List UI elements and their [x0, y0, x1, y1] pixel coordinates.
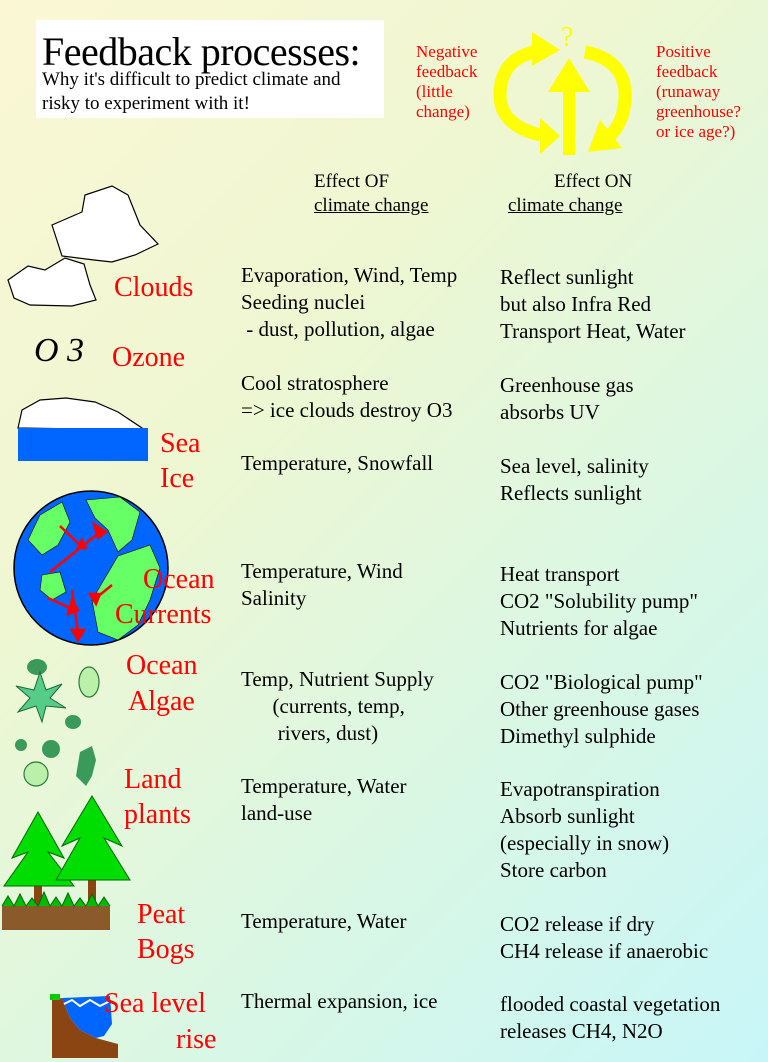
- text-line: => ice clouds destroy O3: [241, 398, 453, 422]
- text-line: Greenhouse gas: [500, 373, 634, 397]
- text-line: flooded coastal vegetation: [500, 992, 721, 1016]
- label-line: Ice: [160, 463, 195, 494]
- page-title: Feedback processes:: [42, 29, 361, 74]
- label-line: rise: [176, 1024, 217, 1055]
- text-line: Cool stratosphere: [241, 371, 389, 395]
- subtitle-line: Why it's difficult to predict climate and: [42, 69, 341, 90]
- text-line: Temperature, Wind: [241, 559, 403, 583]
- header-line: climate change: [508, 195, 623, 216]
- text-line: - dust, pollution, algae: [241, 317, 435, 341]
- text-line: but also Infra Red: [500, 292, 652, 316]
- label-line: Currents: [115, 599, 212, 630]
- label-line: Ozone: [112, 342, 186, 373]
- label-line: plants: [124, 799, 191, 830]
- text-line: CH4 release if anaerobic: [500, 939, 709, 963]
- text-line: Salinity: [241, 586, 307, 610]
- positive-line: (runaway: [656, 82, 721, 101]
- header-line: Effect OF: [314, 171, 390, 192]
- text-line: Transport Heat, Water: [500, 319, 686, 343]
- text-line: CO2 "Biological pump": [500, 670, 703, 694]
- label-line: Clouds: [114, 272, 194, 303]
- row-label-sea-level-rise-2: [176, 1022, 216, 1057]
- positive-line: greenhouse?: [656, 102, 741, 121]
- header-line: climate change: [314, 195, 429, 216]
- text-line: absorbs UV: [500, 400, 600, 424]
- text-line: Store carbon: [500, 858, 607, 882]
- text-line: Nutrients for algae: [500, 616, 658, 640]
- text-line: Temperature, Snowfall: [241, 451, 434, 475]
- text-line: Evaporation, Wind, Temp: [241, 263, 458, 287]
- sea-level-effect-on: [500, 991, 720, 1045]
- text-line: Heat transport: [500, 562, 620, 586]
- text-line: Other greenhouse gases: [500, 697, 700, 721]
- positive-line: or ice age?): [656, 122, 736, 141]
- label-line: Algae: [128, 686, 195, 717]
- text-line: (currents, temp,: [241, 694, 405, 718]
- question-mark: ?: [561, 22, 574, 53]
- label-line: Ocean: [126, 650, 198, 681]
- text-line: Temperature, Water: [241, 909, 407, 933]
- label-line: Peat: [137, 899, 186, 930]
- text-line: Sea level, salinity: [500, 454, 649, 478]
- text-line: Reflects sunlight: [500, 481, 642, 505]
- negative-line: Negative: [416, 42, 478, 61]
- negative-line: change): [416, 102, 470, 121]
- text-line: Seeding nuclei: [241, 290, 366, 314]
- negative-line: feedback: [416, 62, 478, 81]
- subtitle-line: risky to experiment with it!: [42, 93, 250, 114]
- text-line: Dimethyl sulphide: [500, 724, 656, 748]
- negative-line: (little: [416, 82, 453, 101]
- text-line: Absorb sunlight: [500, 804, 635, 828]
- row-label-sea-level-rise: [104, 986, 206, 1021]
- label-line: Ocean: [143, 564, 215, 595]
- positive-line: feedback: [656, 62, 718, 81]
- label-line: Sea level: [104, 988, 206, 1019]
- positive-line: Positive: [656, 42, 711, 61]
- text-line: land-use: [241, 801, 313, 825]
- text-line: CO2 "Solubility pump": [500, 589, 699, 613]
- header-line: Effect ON: [554, 171, 633, 192]
- text-line: Evapotranspiration: [500, 777, 660, 801]
- ozone-symbol: O 3: [34, 332, 85, 369]
- text-line: releases CH4, N2O: [500, 1019, 663, 1043]
- label-line: Bogs: [137, 934, 195, 965]
- text-line: rivers, dust): [241, 721, 379, 745]
- text-line: Thermal expansion, ice: [241, 989, 438, 1013]
- text-line: CO2 release if dry: [500, 912, 655, 936]
- text-line: Reflect sunlight: [500, 265, 634, 289]
- sea-level-effect-of: [241, 988, 438, 1015]
- text-line: Temp, Nutrient Supply: [241, 667, 434, 691]
- text-line: (especially in snow): [500, 831, 670, 855]
- label-line: Land: [124, 764, 182, 795]
- label-line: Sea: [160, 428, 201, 459]
- text-line: Temperature, Water: [241, 774, 407, 798]
